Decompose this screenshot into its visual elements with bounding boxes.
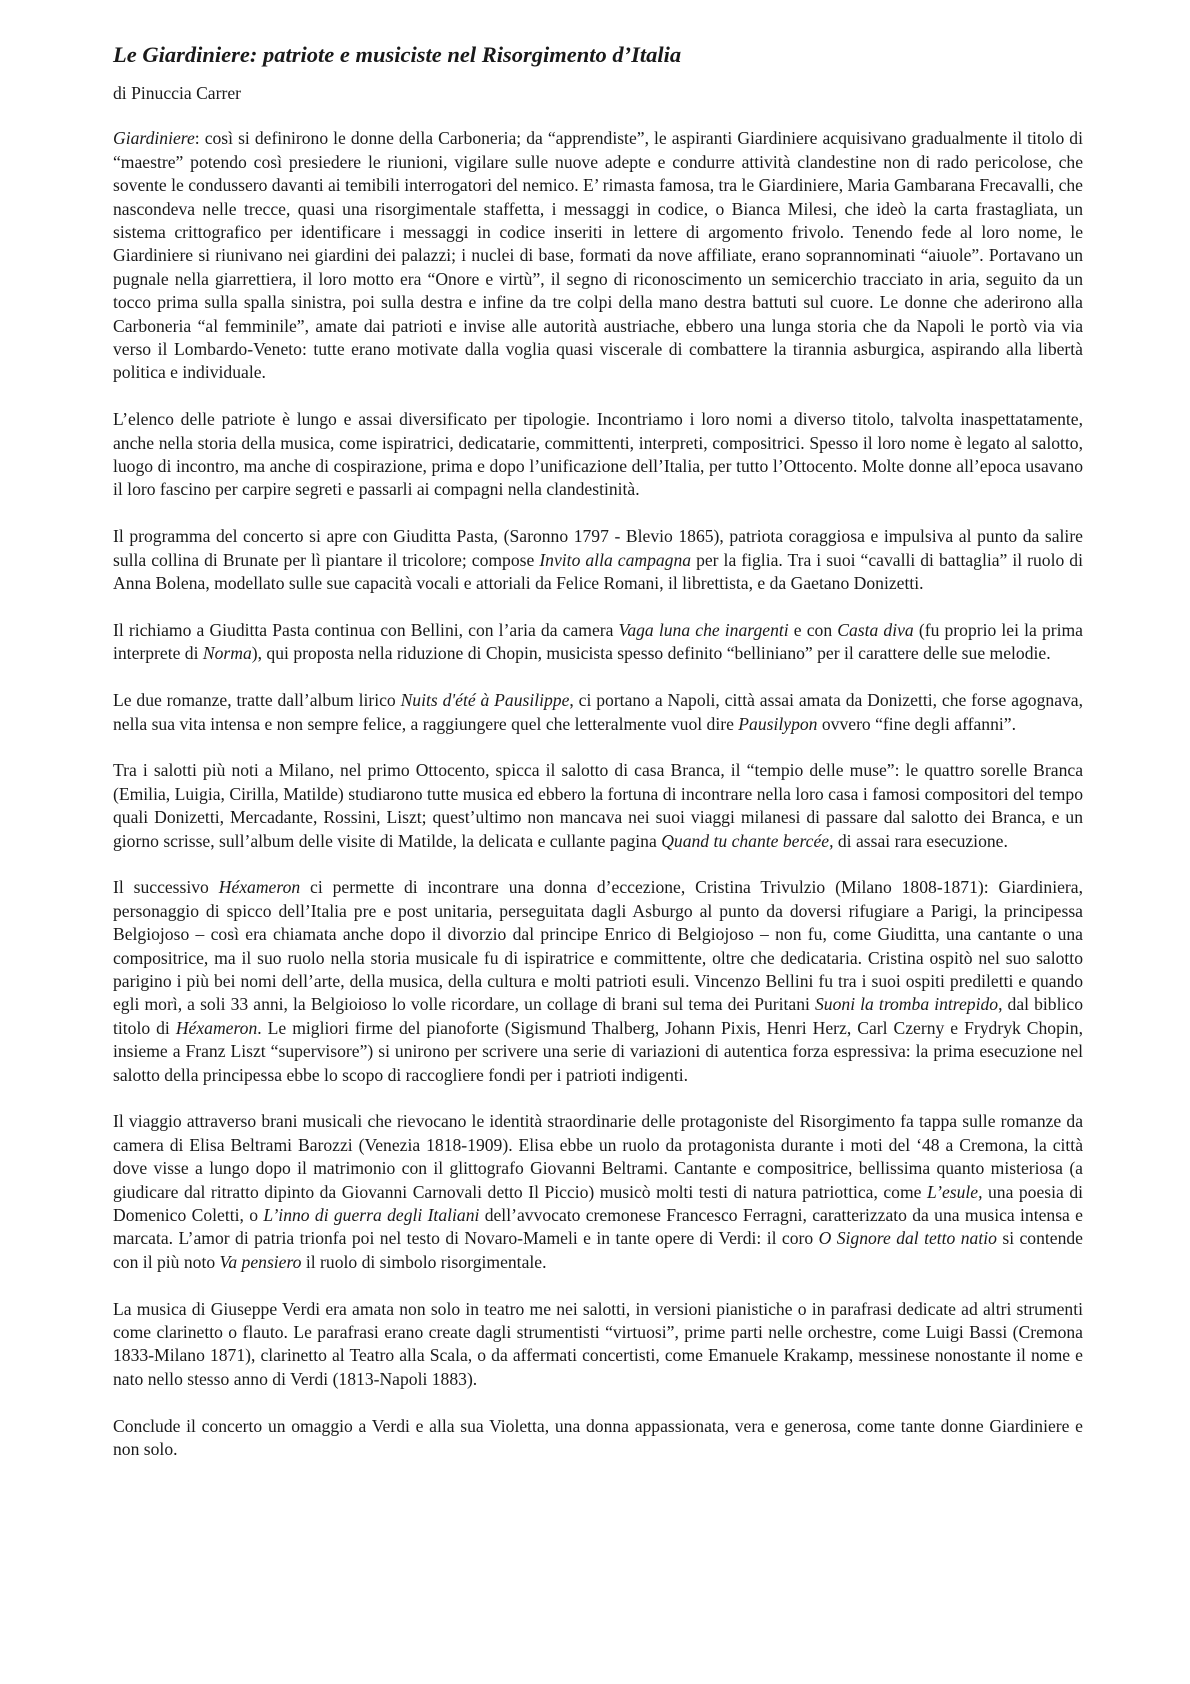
paragraph (113, 1110, 1083, 1274)
body-text: , ci portano a Napoli, città assai amata da Donizetti, che forse agognava, nella sua vita intensa e non sempre felice, a raggiungere quel che letteralmente vuol dire (113, 690, 1084, 734)
italic-title-text: Héxameron (175, 1017, 258, 1038)
author-line: di Pinuccia Carrer (113, 83, 241, 103)
paragraph (113, 408, 1083, 502)
body-text: il ruolo di simbolo risorgimentale. (301, 1251, 547, 1272)
body-text: : così si definirono le donne della Carboneria; da “apprendiste”, le aspiranti Giardiniere acquisivano gradualmente il titolo di “maestre” potendo così presiedere le riunioni, vigilare sulle nuove adepte e condurre attività clandestine non di rado pericolose, che sovente le condussero davanti ai temibili interrogatori del nemico. E’ rimasta famosa, tra le Giardiniere, Maria Gambarana Frecavalli, che nascondeva nelle trecce, quasi una risorgimentale staffetta, i messaggi in codice, o Bianca Milesi, che ideò la carta frastagliata, un sistema crittografico per identificare i messaggi in codice inseriti in lettere di argomento frivolo. Tenendo fede al loro nome, le Giardiniere si riunivano nei giardini dei palazzi; i nuclei di base, formati da nove affiliate, erano soprannominati “aiuole”. Portavano un pugnale nella giarrettiera, il loro motto era “Onore e virtù”, il segno di riconoscimento un semicerchio tracciato in aria, seguito da un tocco prima sulla spalla sinistra, poi sulla destra e infine da tre colpi della mano destra battuti sul cuore. Le donne che aderirono alla Carboneria “al femminile”, amate dai patrioti e invise alle autorità austriache, ebbero una lunga storia che da Napoli le portò via via verso il Lombardo-Veneto: tutte erano motivate dalla voglia quasi viscerale di combattere la tirannia asburgica, aspirando alla libertà politica e individuale. (113, 128, 1083, 383)
paragraph (113, 619, 1083, 666)
body-text: (fu proprio lei la prima interprete di (113, 619, 1083, 664)
italic-title-text: Norma (202, 643, 252, 664)
italic-title-text: Va pensiero (219, 1251, 302, 1272)
italic-title-text: Pausilypon (738, 713, 818, 734)
body-text: si contende con il più noto (113, 1228, 1083, 1272)
paragraph (113, 876, 1083, 1087)
italic-title-text: Nuits d'été à Pausilippe (400, 690, 570, 711)
italic-title-text: Casta diva (837, 619, 914, 640)
body-text: , dal biblico titolo di (113, 994, 1083, 1038)
italic-title-text: Héxameron (218, 877, 301, 898)
italic-title-text: Giardiniere (113, 128, 195, 149)
body-text: Il successivo (113, 877, 219, 898)
body-text: Tra i salotti più noti a Milano, nel primo Ottocento, spicca il salotto di casa Branca, il “tempio delle muse”: le quattro sorelle Branca (Emilia, Luigia, Cirilla, Matilde) studiarono tutte musica ed ebbero la fortuna di incontrare nella loro casa i famosi compositori del tempo quali Donizetti, Mercadante, Rossini, Liszt; quest’ultimo non mancava nei suoi viaggi milanesi di passare dal salotto dei Branca, e un giorno scrisse, sull’album delle visite di Matilde, la delicata e cullante pagina (113, 760, 1083, 851)
body-text: Il richiamo a Giuditta Pasta continua con Bellini, con l’aria da camera (113, 619, 619, 640)
document-title: Le Giardiniere: patriote e musiciste nel Risorgimento d’Italia (113, 42, 682, 67)
body-text: L’elenco delle patriote è lungo e assai diversificato per tipologie. Incontriamo i loro nomi a diverso titolo, talvolta inaspettatamente, anche nella storia della musica, come ispiratrici, dedicatarie, committenti, interpreti, compositrici. Spesso il loro nome è legato al salotto, luogo di incontro, ma anche di cospirazione, prima e dopo l’unificazione dell’Italia, per tutto l’Ottocento. Molte donne all’epoca usavano il loro fascino per carpire segreti e passarli ai compagni nella clandestinità. (113, 409, 1083, 500)
body-text: dell’avvocato cremonese Francesco Ferragni, caratterizzato da una musica intensa e marcata. L’amor di patria trionfa poi nel testo di Novaro-Mameli e in tante opere di Verdi: il coro (113, 1204, 1083, 1249)
body-text: Il programma del concerto si apre con Giuditta Pasta, (Saronno 1797 - Blevio 1865), patriota coraggiosa e impulsiva al punto da salire sulla collina di Brunate per lì piantare il tricolore; compose (113, 526, 1083, 570)
italic-title-text: O Signore dal tetto natio (818, 1228, 997, 1249)
paragraph (113, 525, 1083, 595)
body-text: e con (788, 619, 838, 640)
body-text: per la figlia. Tra i suoi “cavalli di battaglia” il ruolo di Anna Bolena, modellato sulle sue capacità vocali e attoriali da Felice Romani, il librettista, e da Gaetano Donizetti. (113, 549, 1083, 594)
body-text: ovvero “fine degli affanni”. (817, 713, 1016, 734)
body-text: . Le migliori firme del pianoforte (Sigismund Thalberg, Johann Pixis, Henri Herz, Carl Czerny e Frydryk Chopin, insieme a Franz Liszt “supervisore”) si unirono per scrivere una serie di variazioni di autentica forza espressiva: la prima esecuzione nel salotto della principessa ebbe lo scopo di raccogliere fondi per i patrioti indigenti. (113, 1017, 1083, 1085)
body-text: ), qui proposta nella riduzione di Chopin, musicista spesso definito “belliniano” per il carattere delle sue melodie. (251, 643, 1051, 664)
paragraph (113, 689, 1083, 736)
body-text: di assai rara esecuzione. (833, 830, 1008, 851)
body-text: Il viaggio attraverso brani musicali che rievocano le identità straordinarie delle protagoniste del Risorgimento fa tappa sulle romanze da camera di Elisa Beltrami Barozzi (Venezia 1818-1909). Elisa ebbe un ruolo da protagonista durante i moti del ‘48 a Cremona, la città dove visse a lungo dopo il matrimonio con il glittografo Giovanni Beltrami. Cantante e compositrice, bellissima quanto misteriosa (a giudicare dal ritratto dipinto da Giovanni Carnovali detto Il Piccio) musicò molti testi di natura patriottica, come (113, 1111, 1083, 1202)
body-text: La musica di Giuseppe Verdi era amata non solo in teatro me nei salotti, in versioni pianistiche o in parafrasi dedicate ad altri strumenti come clarinetto o flauto. Le parafrasi erano create dagli strumentisti “virtuosi”, prime parti nelle orchestre, come Luigi Bassi (Cremona 1833-Milano 1871), clarinetto al Teatro alla Scala, o da affermati concertisti, come Emanuele Krakamp, messinese nonostante il nome e nato nello stesso anno di Verdi (1813-Napoli 1883). (113, 1298, 1083, 1389)
paragraph (113, 127, 1083, 384)
paragraph (113, 759, 1083, 853)
body-text: una poesia di Domenico Coletti, o (113, 1181, 1083, 1225)
document-page (113, 40, 1083, 1485)
paragraph (113, 1415, 1083, 1462)
body-text: Le due romanze, tratte dall’album lirico (113, 690, 401, 711)
italic-title-text: L’inno di guerra degli Italiani (263, 1204, 480, 1225)
italic-title-text: Suoni la tromba intrepido (815, 994, 999, 1015)
italic-title-text: Invito alla campagna (539, 549, 692, 570)
body-text: ci permette di incontrare una donna d’eccezione, Cristina Trivulzio (Milano 1808-1871): Giardiniera, personaggio di spicco dell’Italia pre e post unitaria, perseguitata dagli Asburgo al punto da doversi rifugiare a Parigi, la principessa Belgiojoso – così era chiamata anche dopo il divorzio dal principe Enrico di Belgiojoso – non fu, come Giuditta, una cantante o una compositrice, ma il suo ruolo nella storia musicale fu di ispiratrice e committente, oltre che dedicataria. Cristina ospitò nel suo salotto parigino i più bei nomi dell’arte, della musica, della cultura e molti patrioti esuli. Vincenzo Bellini fu tra i suoi ospiti prediletti e quando egli morì, a soli 33 anni, la Belgioioso lo volle ricordare, un collage di brani sul tema dei Puritani (113, 877, 1083, 1015)
italic-title-text: L’esule, (926, 1181, 983, 1202)
italic-title-text: Vaga luna che inargenti (618, 619, 789, 640)
body-text: Conclude il concerto un omaggio a Verdi e alla sua Violetta, una donna appassionata, vera e generosa, come tante donne Giardiniere e non solo. (113, 1415, 1083, 1460)
paragraph (113, 1298, 1083, 1392)
italic-title-text: Quand tu chante bercée, (661, 830, 834, 851)
document-body (113, 127, 1083, 1461)
